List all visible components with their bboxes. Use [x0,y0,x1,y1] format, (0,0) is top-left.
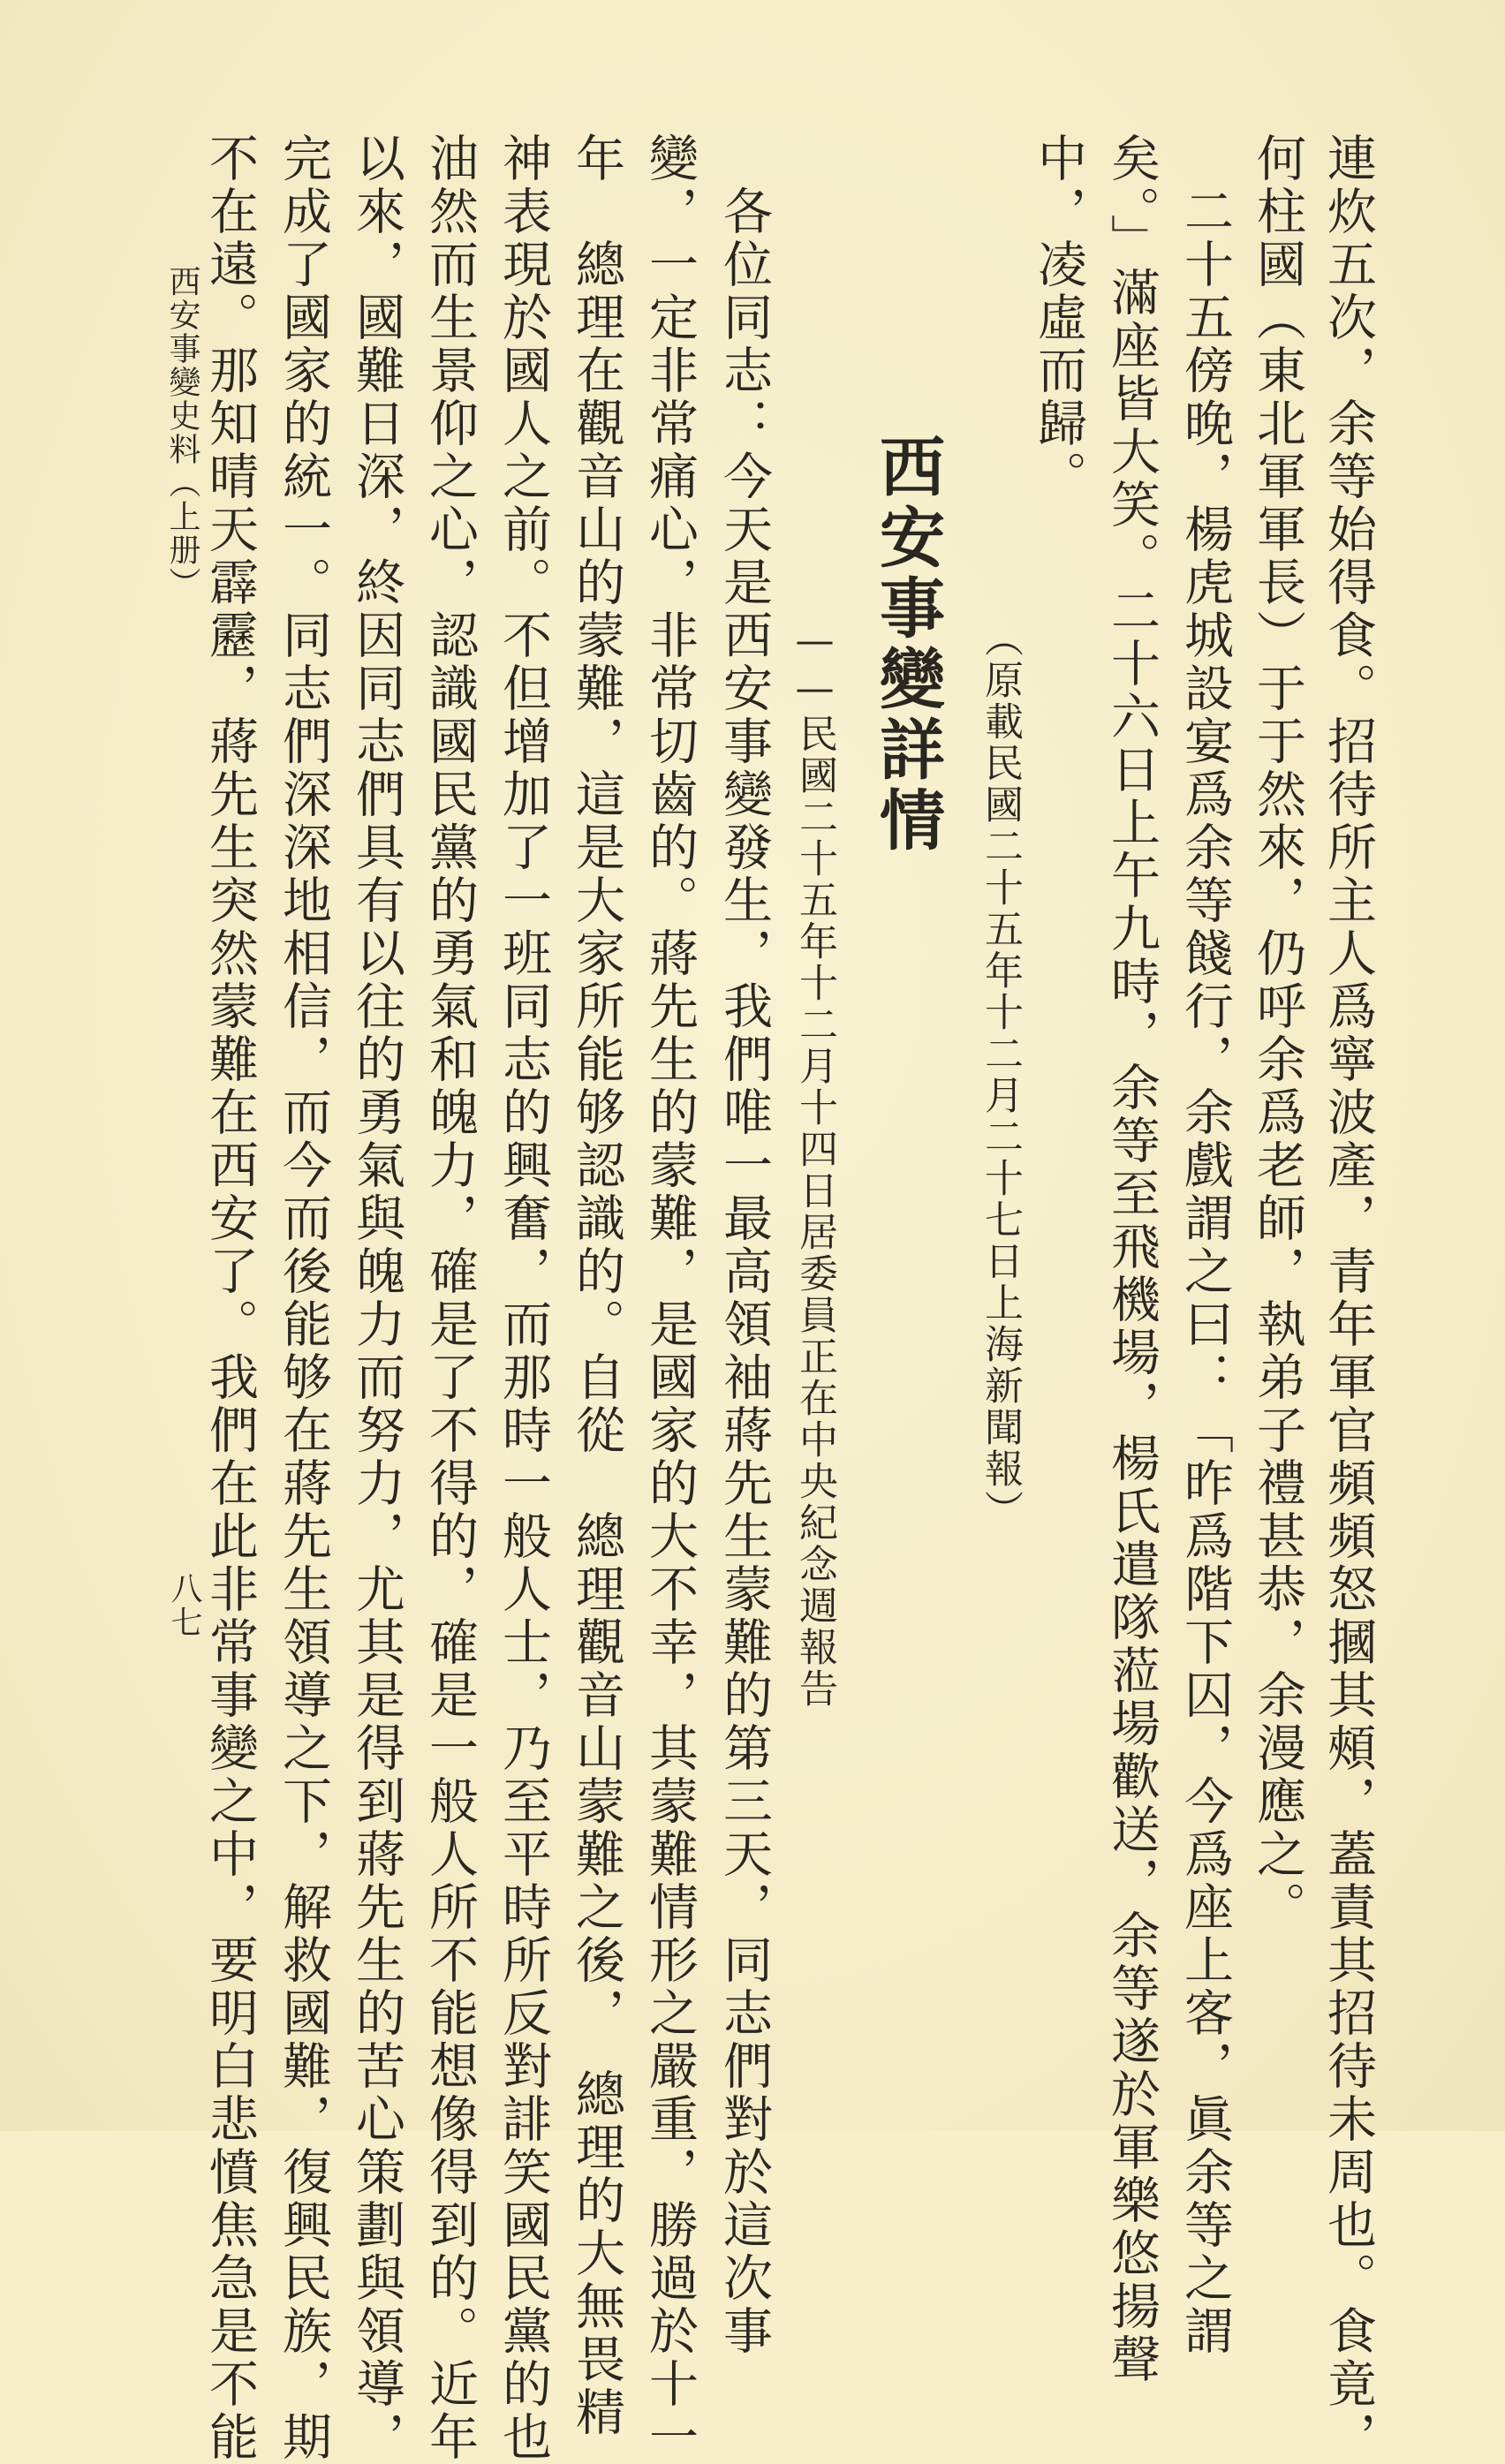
prev-text-column-4: 矣。」滿座皆大笑。二十六日上午九時，余等至飛機場，楊氏遣隊蒞場歡送，余等遂於軍樂悠揚聲 [1103,132,1161,2386]
running-header: 西安事變史料（上册） [164,265,200,601]
prev-text-column-2: 何柱國（東北軍軍長）于于然來，仍呼余爲老師，執弟子禮甚恭，余漫應之。 [1249,132,1306,1934]
body-column-1: 各位同志：今天是西安事變發生，我們唯一最高領袖蔣先生蒙難的第三天，同志們對於這次事 [715,185,773,2358]
source-note: （原載民國二十五年十二月二十七日上海新聞報） [978,618,1023,1531]
article-subtitle: ——民國二十五年十二月十四日居委員正在中央紀念週報告 [792,618,837,1710]
prev-text-column-1: 連炊五次，余等始得食。招待所主人爲寧波產，青年軍官頻頻怒摑其頰，蓋責其招待未周也。食竟， [1320,132,1377,2464]
body-column-8: 不在遠。那知晴天霹靂，蔣先生突然蒙難在西安了。我們在此非常事變之中，要明白悲憤焦急是不能 [201,132,259,2464]
article-title: 西安事變詳情 [869,433,945,857]
page-number: 八七 [166,1572,202,1639]
body-column-2: 變，一定非常痛心，非常切齒的。蔣先生的蒙難，是國家的大不幸，其蒙難情形之嚴重，勝過於十一 [641,132,699,2464]
prev-text-column-5: 中，凌虛而歸。 [1030,132,1087,503]
body-column-5: 油然而生景仰之心，認識國民黨的勇氣和魄力，確是了不得的，確是一般人所不能想像得到的。近年 [421,132,479,2464]
body-column-3: 年 總理在觀音山的蒙難，這是大家所能够認識的。自從 總理觀音山蒙難之後， 總理的大無畏精 [568,132,625,2439]
prev-text-column-3: 二十五傍晚，楊虎城設宴爲余等餞行，余戲謂之曰：「昨爲階下囚，今爲座上客，眞余等之謂 [1176,185,1234,2358]
body-column-6: 以來，國難日深，終因同志們具有以往的勇氣與魄力而努力，尤其是得到蔣先生的苦心策劃與領導， [348,132,405,2464]
body-column-4: 神表現於國人之前。不但增加了一班同志的興奮，而那時一般人士，乃至平時所反對誹笑國民黨的也 [495,132,552,2464]
body-column-7: 完成了國家的統一。同志們深深地相信，而今而後能够在蔣先生領導之下，解救國難，復興民族，期 [275,132,332,2464]
